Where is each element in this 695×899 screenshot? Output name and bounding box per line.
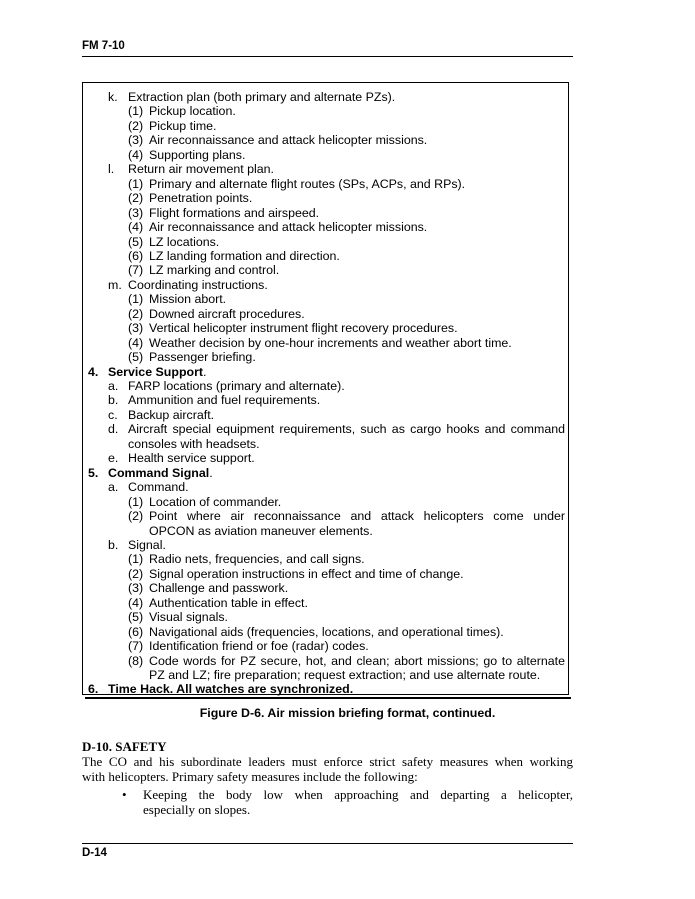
item-text: Navigational aids (frequencies, locations, and operational times). [149,624,504,639]
item-label: l. [108,162,115,177]
item-text: Command. [128,480,189,495]
item-text: Backup aircraft. [128,407,215,422]
item-label: 5. [88,465,99,480]
item-text: Service Support [108,364,204,379]
item-label: a. [108,480,119,495]
item-label: b. [108,393,119,408]
item-text: Passenger briefing. [149,350,256,365]
item-label: (5) [128,610,144,625]
figure-box-shadow [85,697,571,699]
item-label: (6) [128,624,144,639]
item-label: (4) [128,595,144,610]
item-text: Mission abort. [149,292,227,307]
item-text: Command Signal [108,465,210,480]
item-label: (4) [128,147,144,162]
item-text: PZ and LZ; fire preparation; request extraction; and use alternate route. [149,668,541,682]
item-label: 6. [88,682,99,697]
item-label: (5) [128,350,144,365]
item-text: Challenge and passwork. [149,581,289,596]
item-label: (1) [128,494,144,509]
item-text: Downed aircraft procedures. [149,306,305,321]
item-label: (3) [128,133,144,148]
header-rule [82,56,573,57]
item-label: (3) [128,321,144,336]
item-text: Health service support. [128,451,255,466]
item-label: (1) [128,176,144,191]
item-text: Flight formations and airspeed. [149,205,320,220]
item-text: Return air movement plan. [128,162,275,177]
item-text: Air reconnaissance and attack helicopter missions. [149,220,428,235]
item-text: Signal. [128,537,166,552]
item-text: Location of commander. [149,494,282,509]
section-heading: D-10. SAFETY [82,739,167,754]
item-label: (8) [128,653,144,668]
item-label: c. [108,407,118,422]
bullet-text: Keeping the body low when approaching and departing a helicopter, [143,787,573,802]
bullet-text: especially on slopes. [143,802,251,817]
paragraph-line: with helicopters. Primary safety measures include the following: [82,769,418,784]
paragraph-line: The CO and his subordinate leaders must enforce strict safety measures when working [82,754,573,769]
item-text: Weather decision by one-hour increments and weather abort time. [149,335,512,350]
item-label: b. [108,537,119,552]
item-text: Point where air reconnaissance and attack helicopters come under [149,509,565,524]
item-text: OPCON as aviation maneuver elements. [149,523,373,538]
item-text: LZ landing formation and direction. [149,248,340,263]
item-text: LZ locations. [149,234,220,249]
figure-caption: Figure D-6. Air mission briefing format, continued. [199,706,496,720]
item-label: (4) [128,220,144,235]
item-suffix: . [209,465,213,480]
item-label: m. [108,277,122,292]
item-label: (3) [128,581,144,596]
bullet-icon: • [122,787,127,802]
item-text: Penetration points. [149,191,253,206]
item-label: (4) [128,335,144,350]
item-label: (2) [128,566,144,581]
item-text: Supporting plans. [149,147,246,162]
item-label: (2) [128,306,144,321]
item-label: (1) [128,292,144,307]
item-label: (2) [128,191,144,206]
item-text: LZ marking and control. [149,263,280,278]
item-text: Time Hack. All watches are synchronized. [108,682,354,697]
item-label: k. [108,90,118,104]
item-label: (2) [128,509,144,524]
item-label: (7) [128,639,144,654]
item-text: Radio nets, frequencies, and call signs. [149,552,365,567]
item-text: consoles with headsets. [128,436,260,451]
item-text: FARP locations (primary and alternate). [128,379,345,393]
item-label: (1) [128,552,144,567]
item-label: (1) [128,104,144,119]
running-header: FM 7-10 [82,40,125,52]
item-label: (6) [128,248,144,263]
item-text: Authentication table in effect. [149,595,308,610]
item-text: Extraction plan (both primary and alternate PZs). [128,90,396,104]
item-label: e. [108,451,119,466]
item-text: Pickup location. [149,104,236,119]
item-text: Ammunition and fuel requirements. [128,393,321,408]
item-text: Air reconnaissance and attack helicopter missions. [149,133,428,148]
item-text: Code words for PZ secure, hot, and clean; abort missions; go to alternate [149,653,565,668]
item-label: d. [108,422,119,437]
item-label: (5) [128,234,144,249]
item-label: (7) [128,263,144,278]
item-text: Aircraft special equipment requirements, such as cargo hooks and command [128,422,565,437]
item-label: a. [108,379,119,393]
page-number: D-14 [82,847,107,859]
item-text: Signal operation instructions in effect and time of change. [149,566,464,581]
item-label: 4. [88,364,99,379]
footer-rule [82,843,573,844]
item-text: Coordinating instructions. [128,277,268,292]
item-text: Primary and alternate flight routes (SPs, ACPs, and RPs). [149,176,466,191]
item-text: Identification friend or foe (radar) codes. [149,639,369,654]
item-suffix: . [203,364,207,379]
item-label: (2) [128,118,144,133]
item-label: (3) [128,205,144,220]
item-text: Vertical helicopter instrument flight recovery procedures. [149,321,458,336]
item-text: Visual signals. [149,610,228,625]
item-text: Pickup time. [149,118,217,133]
